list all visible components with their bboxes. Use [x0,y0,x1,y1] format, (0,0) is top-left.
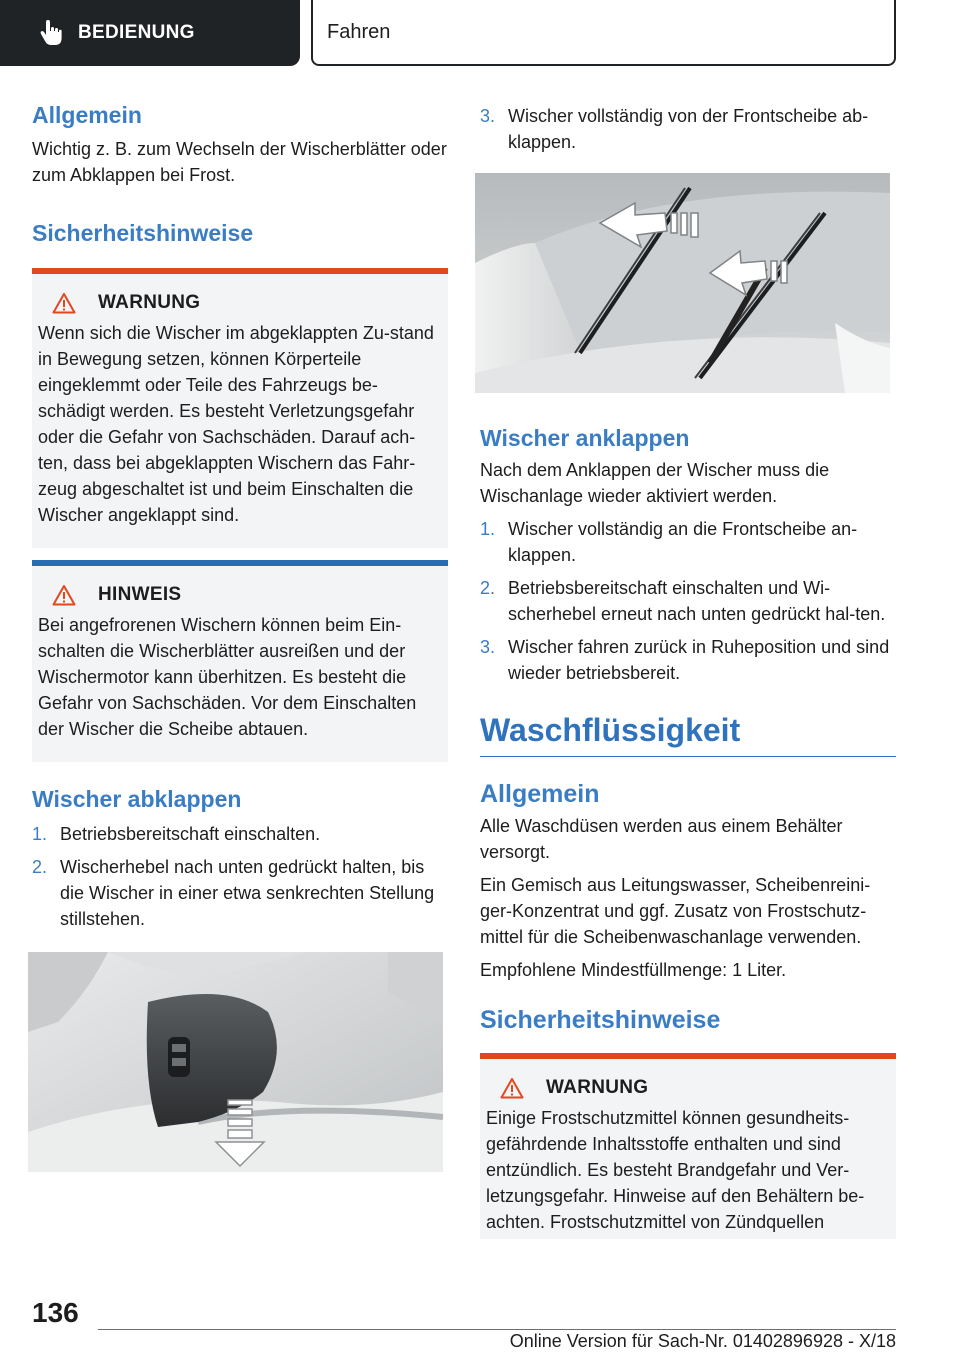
section-tab [0,0,300,66]
warning-triangle-icon [500,1077,524,1099]
step-text: Wischer vollständig von der Frontscheibe ab-klappen. [508,106,869,152]
chapter-header [311,0,896,66]
sicherheit-heading: Sicherheitshinweise [32,220,254,246]
step-number: 2. [480,578,496,598]
warning-triangle-icon [52,584,76,606]
hinweis-box [32,560,448,762]
list-item [480,103,896,155]
page-footer [32,1295,896,1351]
left-column [32,100,448,1172]
wasch-paragraph-1: Alle Waschdüsen werden aus einem Behälter versorgt. [480,816,843,862]
wiper-lever-image [28,952,443,1172]
wasch-allgemein-heading: Allgemein [480,780,600,808]
warning-triangle-icon [52,292,76,314]
step-text: Betriebsbereitschaft einschalten. [60,824,321,844]
wasch-sicherheit-heading: Sicherheitshinweise [480,1006,721,1034]
list-item [32,821,448,847]
wasch-paragraph-3: Empfohlene Mindestfüllmenge: 1 Liter. [480,960,787,980]
section-label: BEDIENUNG [78,22,195,43]
warning-title: WARNUNG [98,292,201,313]
step-text: Betriebsbereitschaft einschalten und Wi-scherhebel erneut nach unten gedrückt hal-ten. [508,578,886,624]
step-text: Wischerhebel nach unten gedrückt halten, bis die Wischer in einer etwa senkrechten Stellung stillstehen. [60,857,435,929]
online-version-text: Online Version für Sach-Nr. 01402896928 - X/18 [509,1331,896,1351]
hinweis-text: Bei angefrorenen Wischern können beim Ein-schalten die Wischerblätter ausreißen und der Wischermotor kann überhitzen. Es besteht die Gefahr von Sachschäden. Vor dem Einschalten der Wischer die Scheibe abtauen. [38,615,417,739]
warning-title: WARNUNG [546,1077,649,1098]
list-item [32,854,448,932]
step-number: 2. [32,857,48,877]
step-number: 3. [480,637,496,657]
hinweis-title: HINWEIS [98,584,182,605]
windshield-wiper-image [475,173,890,393]
page-number: 136 [32,1297,79,1328]
list-item [480,575,896,627]
step-number: 3. [480,106,496,126]
abklappen-step-3 [480,103,896,155]
footer-rule [98,1329,896,1330]
list-item [480,634,896,686]
abklappen-steps [32,821,448,932]
warning-box-2 [480,1053,896,1239]
warning-text: Einige Frostschutzmittel können gesundheits-gefährdende Inhaltsstoffe enthalten und sind entzündlich. Es besteht Brandgefahr und Ver-letzungsgefahr. Hinweise auf den Behältern be-achten. Frostschutzmittel von Zündquellen [486,1108,865,1232]
anklappen-steps [480,516,896,686]
anklappen-heading: Wischer anklappen [480,425,690,451]
chapter-label: Fahren [327,20,391,43]
step-number: 1. [32,824,48,844]
warning-box [32,268,448,548]
step-text: Wischer fahren zurück in Ruheposition und sind wieder betriebsbereit. [508,637,890,683]
anklappen-text: Nach dem Anklappen der Wischer muss die Wischanlage wieder aktiviert werden. [480,460,830,506]
list-item [480,516,896,568]
step-number: 1. [480,519,496,539]
waschfluessigkeit-heading: Waschflüssigkeit [480,710,896,757]
right-column [480,100,896,1239]
allgemein-text: Wichtig z. B. zum Wechseln der Wischerblätter oder zum Abklappen bei Frost. [32,139,447,185]
abklappen-heading: Wischer abklappen [32,786,242,812]
wasch-paragraph-2: Ein Gemisch aus Leitungswasser, Scheibenreini-ger-Konzentrat und ggf. Zusatz von Frostschutz-mittel für die Scheibenwaschanlage verwenden. [480,875,871,947]
warning-text: Wenn sich die Wischer im abgeklappten Zu-stand in Bewegung setzen, können Körperteile eingeklemmt oder Teile des Fahrzeugs be-schädigt werden. Es besteht Verletzungsgefahr oder die Gefahr von Sachschäden. Darauf ach-ten, dass bei abgeklappten Wischern das Fahr-zeug abgeschaltet ist und beim Einschalten die Wischer angeklappt sind. [38,323,434,525]
step-text: Wischer vollständig an die Frontscheibe an-klappen. [508,519,858,565]
hand-pointer-icon [36,18,66,48]
allgemein-heading: Allgemein [32,102,142,128]
